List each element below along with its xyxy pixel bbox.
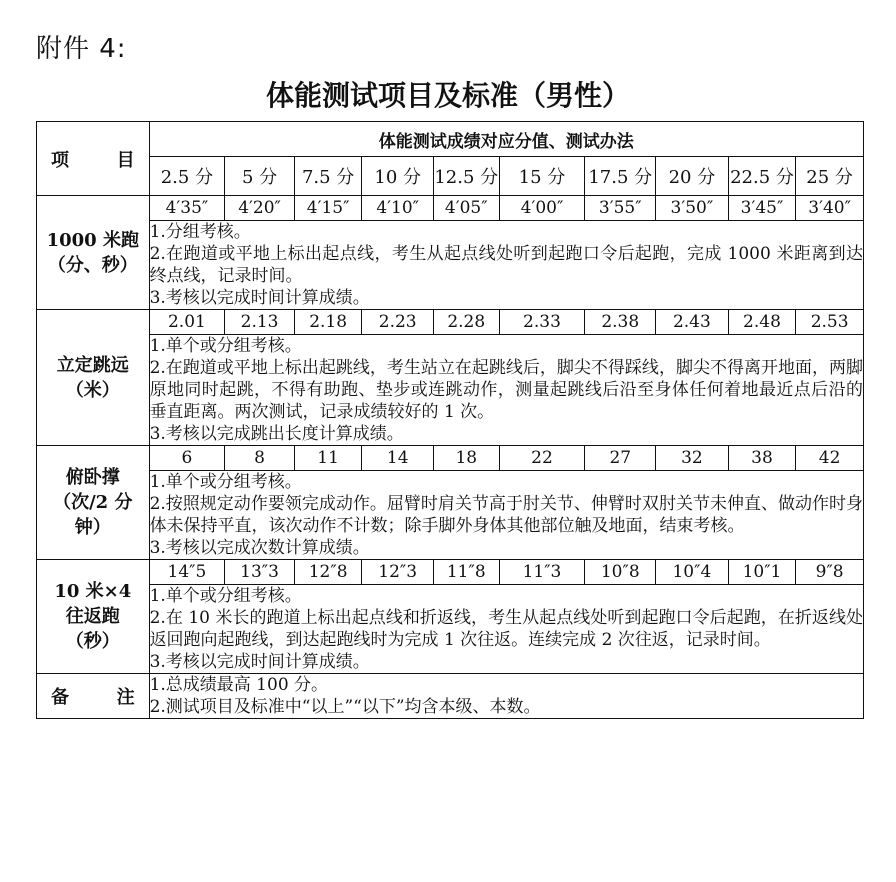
value-cell: 2.43 [656, 310, 729, 335]
document-title: 体能测试项目及标准（男性） [265, 79, 630, 112]
value-cell: 4′15″ [294, 196, 362, 221]
value-cell: 27 [585, 446, 656, 471]
value-cell: 9″8 [796, 560, 864, 585]
value-cell: 3′55″ [585, 196, 656, 221]
method-line: 2.在 10 米长的跑道上标出起点线和折返线，考生从起点线处听到起跑口令后起跑，在折返线处返回跑向起跑线，到达起跑线时为完成 1 次往返。连续完成 2 次往返，记录时间。 [149, 608, 863, 650]
score-cell: 2.5 分 [149, 157, 225, 196]
attachment-label: 附件 4: [36, 34, 127, 64]
method-line: 3.考核以完成跳出长度计算成绩。 [149, 424, 404, 444]
value-cell: 8 [225, 446, 295, 471]
item-values-row [37, 196, 864, 221]
item-name: 10 米×4 往返跑（秒） [54, 581, 132, 652]
item-values-row [37, 560, 864, 585]
value-cell: 2.38 [585, 310, 656, 335]
value-cell: 18 [434, 446, 499, 471]
item-method-row [37, 221, 864, 310]
value-cell: 2.48 [728, 310, 796, 335]
value-cell: 10″1 [728, 560, 796, 585]
value-cell: 42 [796, 446, 864, 471]
item-header-char-1: 项 [51, 149, 69, 171]
method-line: 3.考核以完成时间计算成绩。 [149, 652, 370, 672]
value-cell: 6 [149, 446, 225, 471]
note-line: 1.总成绩最高 100 分。 [149, 675, 329, 695]
method-line: 2.按照规定动作要领完成动作。屈臂时肩关节高于肘关节、伸臂时双肘关节未伸直、做动作时身体未保持平直，该次动作不计数；除手脚外身体其他部位触及地面，结束考核。 [149, 494, 863, 536]
item-name: 立定跳远（米） [56, 354, 129, 401]
score-cell: 25 分 [796, 157, 864, 196]
item-header-cell [37, 122, 150, 196]
value-cell: 11 [294, 446, 362, 471]
item-values-row [37, 446, 864, 471]
method-cell [149, 471, 863, 560]
item-name-cell [37, 310, 150, 446]
item-name: 俯卧撑（次/2 分钟） [53, 467, 133, 538]
value-cell: 14″5 [149, 560, 225, 585]
value-cell: 11″3 [499, 560, 585, 585]
value-cell: 3′50″ [656, 196, 729, 221]
scores-title: 体能测试成绩对应分值、测试办法 [149, 122, 863, 157]
method-line: 3.考核以完成时间计算成绩。 [149, 288, 370, 308]
item-method-row [37, 335, 864, 446]
item-header-char-2: 目 [116, 149, 135, 171]
value-cell: 2.18 [294, 310, 362, 335]
method-cell [149, 221, 863, 310]
value-cell: 2.23 [362, 310, 434, 335]
score-cell: 12.5 分 [434, 157, 499, 196]
value-cell: 32 [656, 446, 729, 471]
header-row [37, 122, 864, 157]
notes-label-char-2: 注 [116, 687, 135, 708]
score-cell: 20 分 [656, 157, 729, 196]
item-method-row [37, 471, 864, 560]
item-name-cell [37, 196, 150, 310]
value-cell: 13″3 [225, 560, 295, 585]
item-method-row [37, 585, 864, 674]
value-cell: 3′40″ [796, 196, 864, 221]
score-cell: 17.5 分 [585, 157, 656, 196]
item-name-cell [37, 446, 150, 560]
score-row [37, 157, 864, 196]
score-cell: 5 分 [225, 157, 295, 196]
score-cell: 7.5 分 [294, 157, 362, 196]
notes-cell [149, 674, 863, 719]
value-cell: 12″3 [362, 560, 434, 585]
value-cell: 4′05″ [434, 196, 499, 221]
item-values-row [37, 310, 864, 335]
value-cell: 22 [499, 446, 585, 471]
method-line: 1.分组考核。 [149, 222, 251, 242]
method-line: 3.考核以完成次数计算成绩。 [149, 538, 370, 558]
item-name: 1000 米跑（分、秒） [46, 229, 139, 276]
value-cell: 4′35″ [149, 196, 225, 221]
method-cell [149, 585, 863, 674]
value-cell: 2.53 [796, 310, 864, 335]
item-name-cell [37, 560, 150, 674]
value-cell: 12″8 [294, 560, 362, 585]
score-cell: 15 分 [499, 157, 585, 196]
method-line: 1.单个或分组考核。 [149, 586, 302, 606]
value-cell: 14 [362, 446, 434, 471]
value-cell: 4′10″ [362, 196, 434, 221]
value-cell: 38 [728, 446, 796, 471]
value-cell: 2.33 [499, 310, 585, 335]
value-cell: 2.28 [434, 310, 499, 335]
value-cell: 10″8 [585, 560, 656, 585]
method-line: 1.单个或分组考核。 [149, 336, 302, 356]
value-cell: 2.01 [149, 310, 225, 335]
value-cell: 2.13 [225, 310, 295, 335]
value-cell: 10″4 [656, 560, 729, 585]
value-cell: 4′00″ [499, 196, 585, 221]
method-line: 2.在跑道或平地上标出起跳线，考生站立在起跳线后，脚尖不得踩线，脚尖不得离开地面，两脚原地同时起跳，不得有助跑、垫步或连跳动作，测量起跳线后沿至身体任何着地最近点后沿的垂直距离。两次测试，记录成绩较好的 1 次。 [149, 358, 863, 422]
method-cell [149, 335, 863, 446]
notes-row [37, 674, 864, 719]
value-cell: 4′20″ [225, 196, 295, 221]
value-cell: 3′45″ [728, 196, 796, 221]
score-cell: 22.5 分 [728, 157, 796, 196]
value-cell: 11″8 [434, 560, 499, 585]
standards-table [36, 121, 864, 719]
note-line: 2.测试项目及标准中“以上”“以下”均含本级、本数。 [149, 697, 541, 717]
notes-label-char-1: 备 [51, 687, 69, 708]
score-cell: 10 分 [362, 157, 434, 196]
notes-label-cell [37, 674, 150, 719]
method-line: 1.单个或分组考核。 [149, 472, 302, 492]
method-line: 2.在跑道或平地上标出起点线，考生从起点线处听到起跑口令后起跑，完成 1000 米距离到达终点线，记录时间。 [149, 244, 863, 286]
